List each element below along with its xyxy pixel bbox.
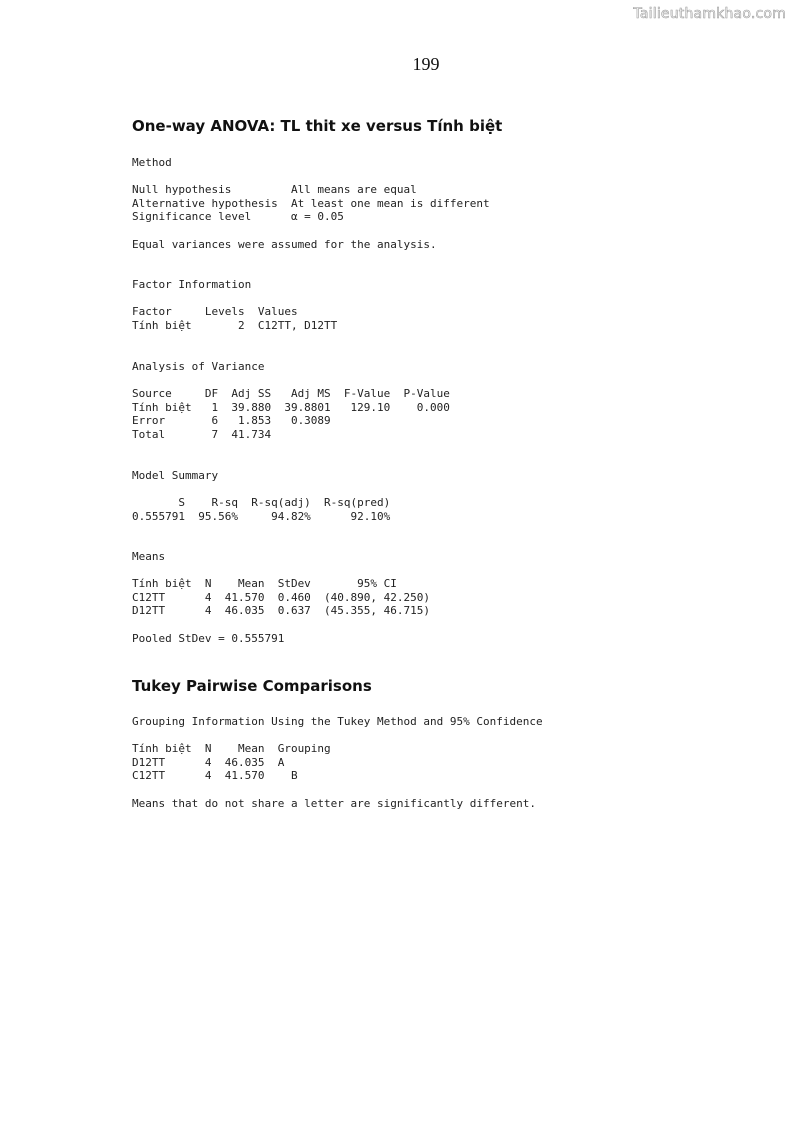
factor-information-section: Factor Information Factor Levels Values Tính biệt 2 C12TT, D12TT	[132, 278, 338, 332]
analysis-of-variance-section: Analysis of Variance Source DF Adj SS Adj MS F-Value P-Value Tính biệt 1 39.880 39.8801 129.10 0.000 Error 6 1.853 0.3089 Total 7 41.734	[132, 360, 450, 441]
anova-title: One-way ANOVA: TL thit xe versus Tính biệt	[132, 117, 503, 135]
tukey-grouping-section: Grouping Information Using the Tukey Method and 95% Confidence Tính biệt N Mean Grouping D12TT 4 46.035 A C12TT 4 41.570 B Means that do not share a letter are significantly different.	[132, 715, 543, 810]
means-section: Means Tính biệt N Mean StDev 95% CI C12TT 4 41.570 0.460 (40.890, 42.250) D12TT 4 46.035 0.637 (45.355, 46.715) Pooled StDev = 0.555791	[132, 550, 431, 645]
model-summary-section: Model Summary S R-sq R-sq(adj) R-sq(pred) 0.555791 95.56% 94.82% 92.10%	[132, 469, 391, 523]
method-section: Method Null hypothesis All means are equal Alternative hypothesis At least one mean is different Significance level α = 0.05 Equal variances were assumed for the analysis.	[132, 156, 490, 251]
page-number: 199	[412, 54, 440, 74]
watermark: Tailieuthamkhao.com	[633, 6, 786, 22]
tukey-title: Tukey Pairwise Comparisons	[132, 677, 372, 695]
